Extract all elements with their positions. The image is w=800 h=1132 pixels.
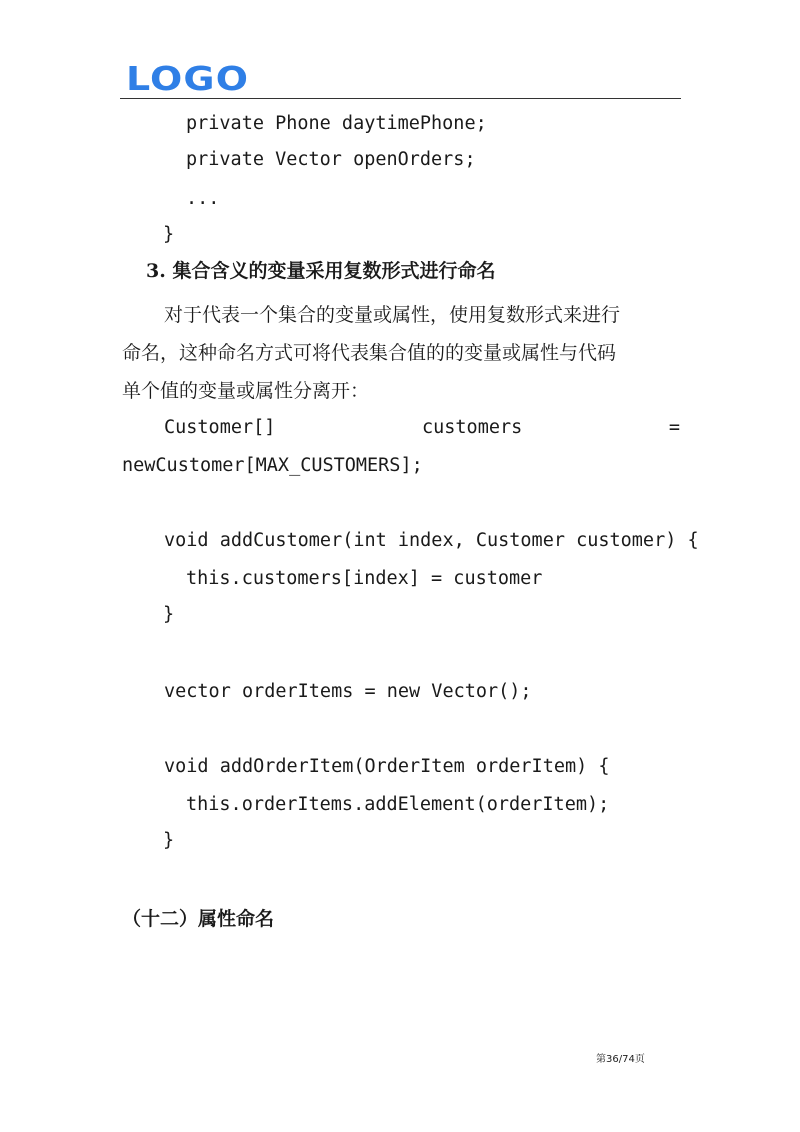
logo: LOGO (126, 59, 250, 98)
code-token: = (668, 417, 680, 438)
code-line: void addCustomer(int index, Customer customer) { (164, 530, 699, 551)
code-line: void addOrderItem(OrderItem orderItem) { (164, 756, 610, 777)
code-line: ... (186, 188, 220, 209)
code-declaration (164, 416, 680, 440)
section-heading: （十二）属性命名 (122, 908, 275, 930)
code-line: } (163, 224, 175, 245)
paragraph-line: 命名，这种命名方式可将代表集合值的的变量或属性与代码 (122, 342, 617, 364)
code-line: } (163, 604, 175, 625)
header-rule (120, 98, 681, 99)
page-number: 第36/74页 (596, 1054, 645, 1065)
code-line: this.orderItems.addElement(orderItem); (186, 794, 610, 815)
code-token: Customer[] (164, 417, 276, 438)
code-line: private Phone daytimePhone; (186, 113, 487, 134)
code-line: private Vector openOrders; (186, 149, 476, 170)
code-line: this.customers[index] = customer (186, 568, 543, 589)
paragraph-line: 单个值的变量或属性分离开： (122, 380, 370, 402)
paragraph-line: 对于代表一个集合的变量或属性，使用复数形式来进行 (164, 304, 621, 326)
code-line: newCustomer[MAX_CUSTOMERS]; (122, 455, 423, 476)
code-line: vector orderItems = new Vector(); (164, 681, 532, 702)
section-heading: 3. 集合含义的变量采用复数形式进行命名 (146, 260, 496, 282)
code-line: } (163, 830, 175, 851)
code-token: customers (422, 417, 523, 438)
